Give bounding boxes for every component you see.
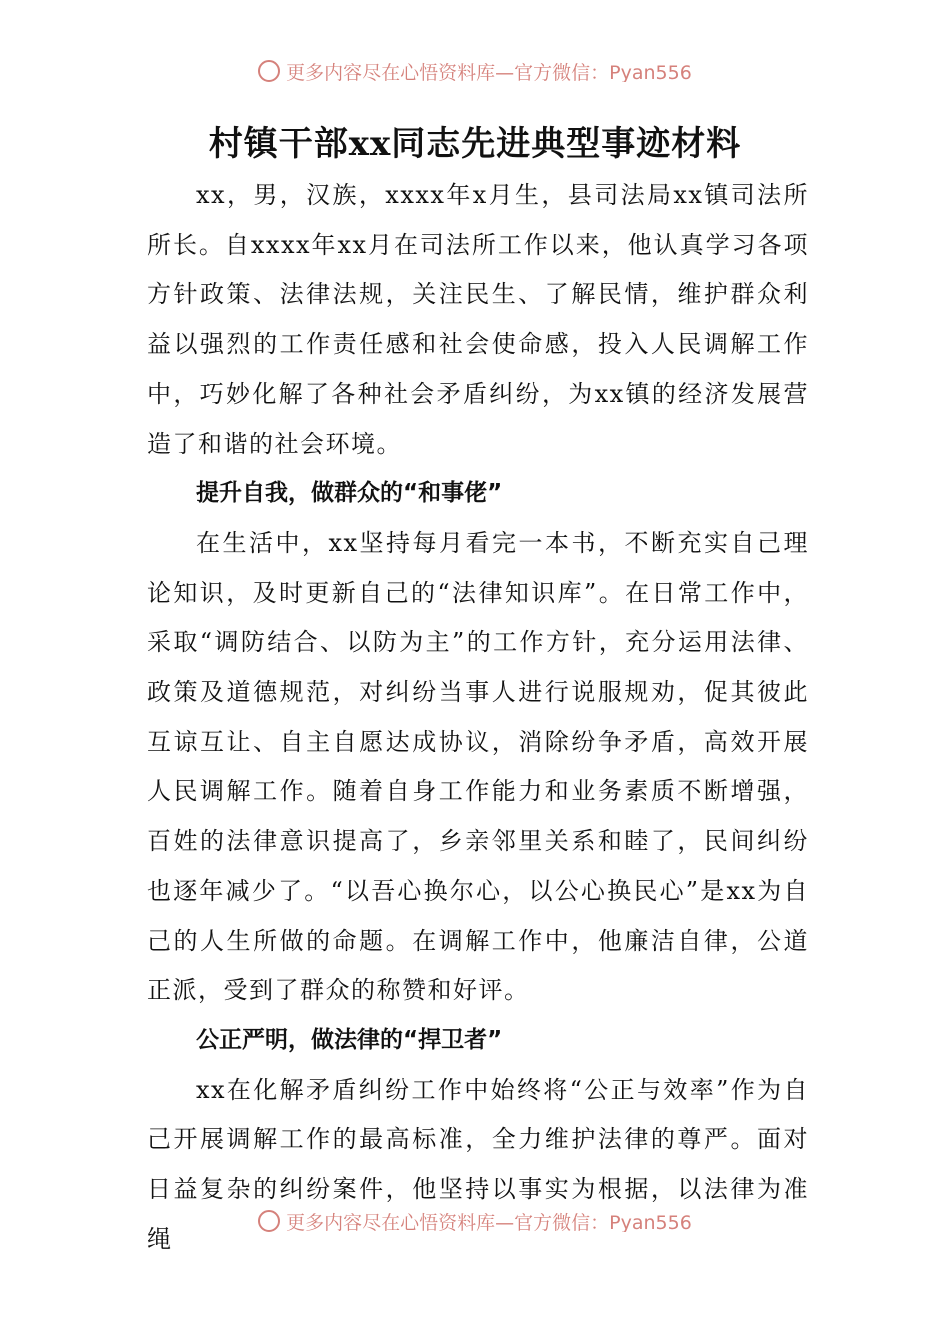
section-heading-1: 提升自我，做群众的“和事佬” (196, 480, 503, 507)
intro-paragraph: xx，男，汉族，xxxx年x月生，县司法局xx镇司法所所长。自xxxx年xx月在司法所工作以来，他认真学习各项方针政策、法律法规，关注民生、了解民情，维护群众利益以强烈的工作责任感和社会使命感，投入人民调解工作中，巧妙化解了各种社会矛盾纠纷，为xx镇的经济发展营造了和谐的社会环境。 (147, 181, 809, 458)
section-heading-2: 公正严明，做法律的“捍卫者” (196, 1026, 503, 1053)
watermark-header (0, 58, 950, 82)
watermark-text: 更多内容尽在心悟资料库—官方微信：Pyan556 (286, 62, 692, 82)
document-title: 村镇干部xx同志先进典型事迹材料 (208, 124, 742, 164)
logo-icon (258, 60, 280, 82)
logo-icon (258, 1210, 280, 1232)
watermark-text: 更多内容尽在心悟资料库—官方微信：Pyan556 (286, 1212, 692, 1232)
section-paragraph-1: 在生活中，xx坚持每月看完一本书，不断充实自己理论知识，及时更新自己的“法律知识库”。在日常工作中，采取“调防结合、以防为主”的工作方针，充分运用法律、政策及道德规范，对纠纷当事人进行说服规劝，促其彼此互谅互让、自主自愿达成协议，消除纷争矛盾，高效开展人民调解工作。随着自身工作能力和业务素质不断增强，百姓的法律意识提高了，乡亲邻里关系和睦了，民间纠纷也逐年减少了。“以吾心换尔心，以公心换民心”是xx为自己的人生所做的命题。在调解工作中，他廉洁自律，公道正派，受到了群众的称赞和好评。 (147, 528, 809, 1005)
watermark-footer (0, 1208, 950, 1232)
document-body (147, 171, 809, 1264)
section-paragraph-2: xx在化解矛盾纠纷工作中始终将“公正与效率”作为自己开展调解工作的最高标准，全力维护法律的尊严。面对日益复杂的纠纷案件，他坚持以事实为根据，以法律为准绳 (147, 1075, 809, 1253)
